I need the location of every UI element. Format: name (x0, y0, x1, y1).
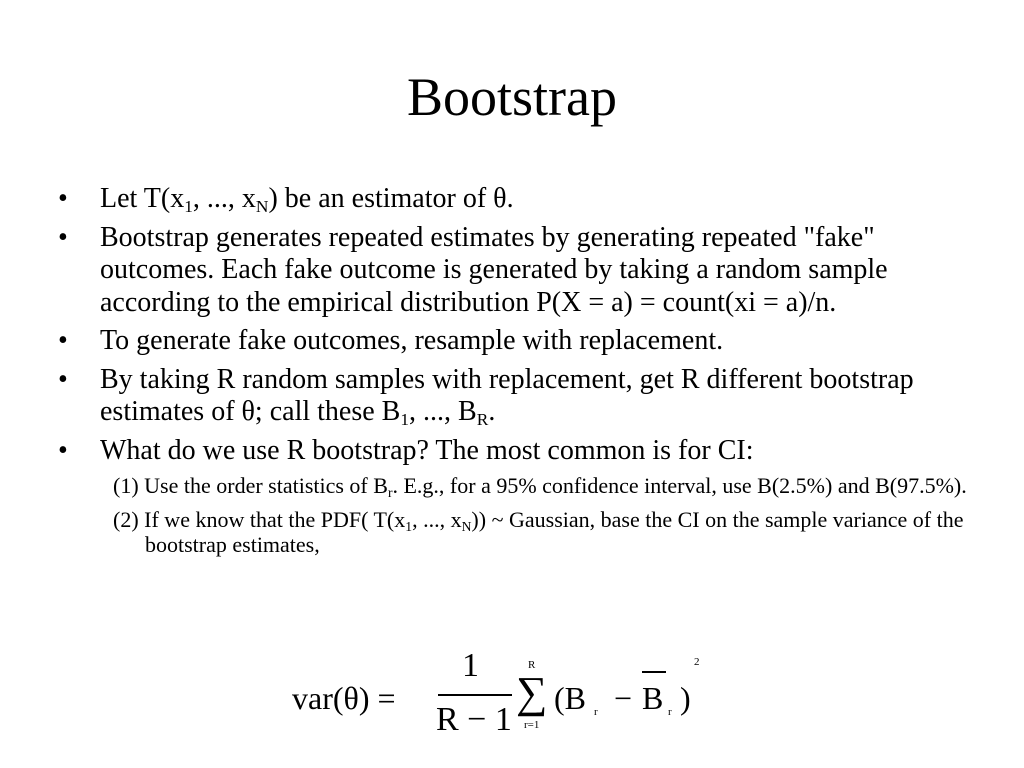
subscript: 1 (184, 196, 193, 216)
variance-formula (290, 645, 720, 755)
bullet-text: . (488, 396, 496, 427)
sum-upper-limit: R (528, 659, 536, 671)
subscript: N (255, 196, 269, 216)
bullet-r-samples (58, 364, 988, 429)
formula-minus: − (614, 680, 633, 716)
formula-sub-r: r (594, 706, 598, 718)
sub-text: )) ~ Gaussian, base the CI on the sample variance of the bootstrap estimates, (145, 507, 964, 557)
sub-item-gaussian (113, 507, 988, 557)
bullet-bootstrap-description (58, 222, 988, 320)
formula-lhs: var(θ) = (292, 680, 396, 716)
bullet-text: By taking R random samples with replacement, get R different bootstrap estimates of θ; call these B (100, 363, 914, 427)
formula-b-bar: B (642, 680, 664, 716)
bullet-resample (58, 325, 988, 358)
bullet-dot: • (58, 434, 68, 466)
bullet-text: ) be an estimator of θ. (268, 183, 514, 214)
formula-denominator: R − 1 (436, 701, 512, 738)
bullet-list (58, 183, 988, 566)
bullet-dot: • (58, 221, 68, 253)
subscript: 1 (405, 518, 413, 534)
bullet-estimator (58, 183, 988, 216)
bullet-text: What do we use R bootstrap? The most common is for CI: (100, 434, 754, 466)
mean-bar (642, 671, 666, 673)
sub-text: (1) Use the order statistics of B (113, 473, 388, 498)
formula-numerator: 1 (462, 647, 479, 684)
sum-lower-limit: r=1 (524, 719, 540, 731)
sub-item-order-statistics (113, 473, 988, 498)
sub-text: , ..., x (412, 507, 462, 532)
bullet-dot: • (58, 325, 68, 356)
formula-close-paren: ) (680, 680, 691, 716)
sub-text: (2) If we know that the PDF( T(x (113, 507, 406, 532)
sub-text: . E.g., for a 95% confidence interval, use B(2.5%) and B(97.5%). (392, 473, 967, 498)
subscript: r (387, 484, 393, 500)
formula-exponent: 2 (694, 656, 700, 668)
bullet-dot: • (58, 363, 68, 395)
subscript: R (476, 409, 489, 429)
bullet-text: To generate fake outcomes, resample with replacement. (100, 325, 724, 356)
formula-sub-r: r (668, 706, 672, 718)
subscript: N (461, 518, 472, 534)
bullet-text: Bootstrap generates repeated estimates by generating repeated "fake" outcomes. Each fake outcome is generated by taking a random sample according to the empirical distribution P(X = a) = count(xi = a)/n. (100, 221, 888, 318)
formula-open-b: (B (554, 680, 586, 716)
bullet-text: Let T(x (100, 183, 185, 214)
slide-title: Bootstrap (407, 67, 617, 127)
bullet-text: , ..., x (192, 183, 256, 214)
subscript: 1 (400, 409, 410, 429)
bullet-dot: • (58, 183, 68, 214)
bullet-text: , ..., B (409, 396, 477, 427)
summation-sigma: ∑ (516, 668, 548, 717)
fraction-bar (438, 694, 512, 696)
bullet-ci-uses (58, 435, 988, 468)
